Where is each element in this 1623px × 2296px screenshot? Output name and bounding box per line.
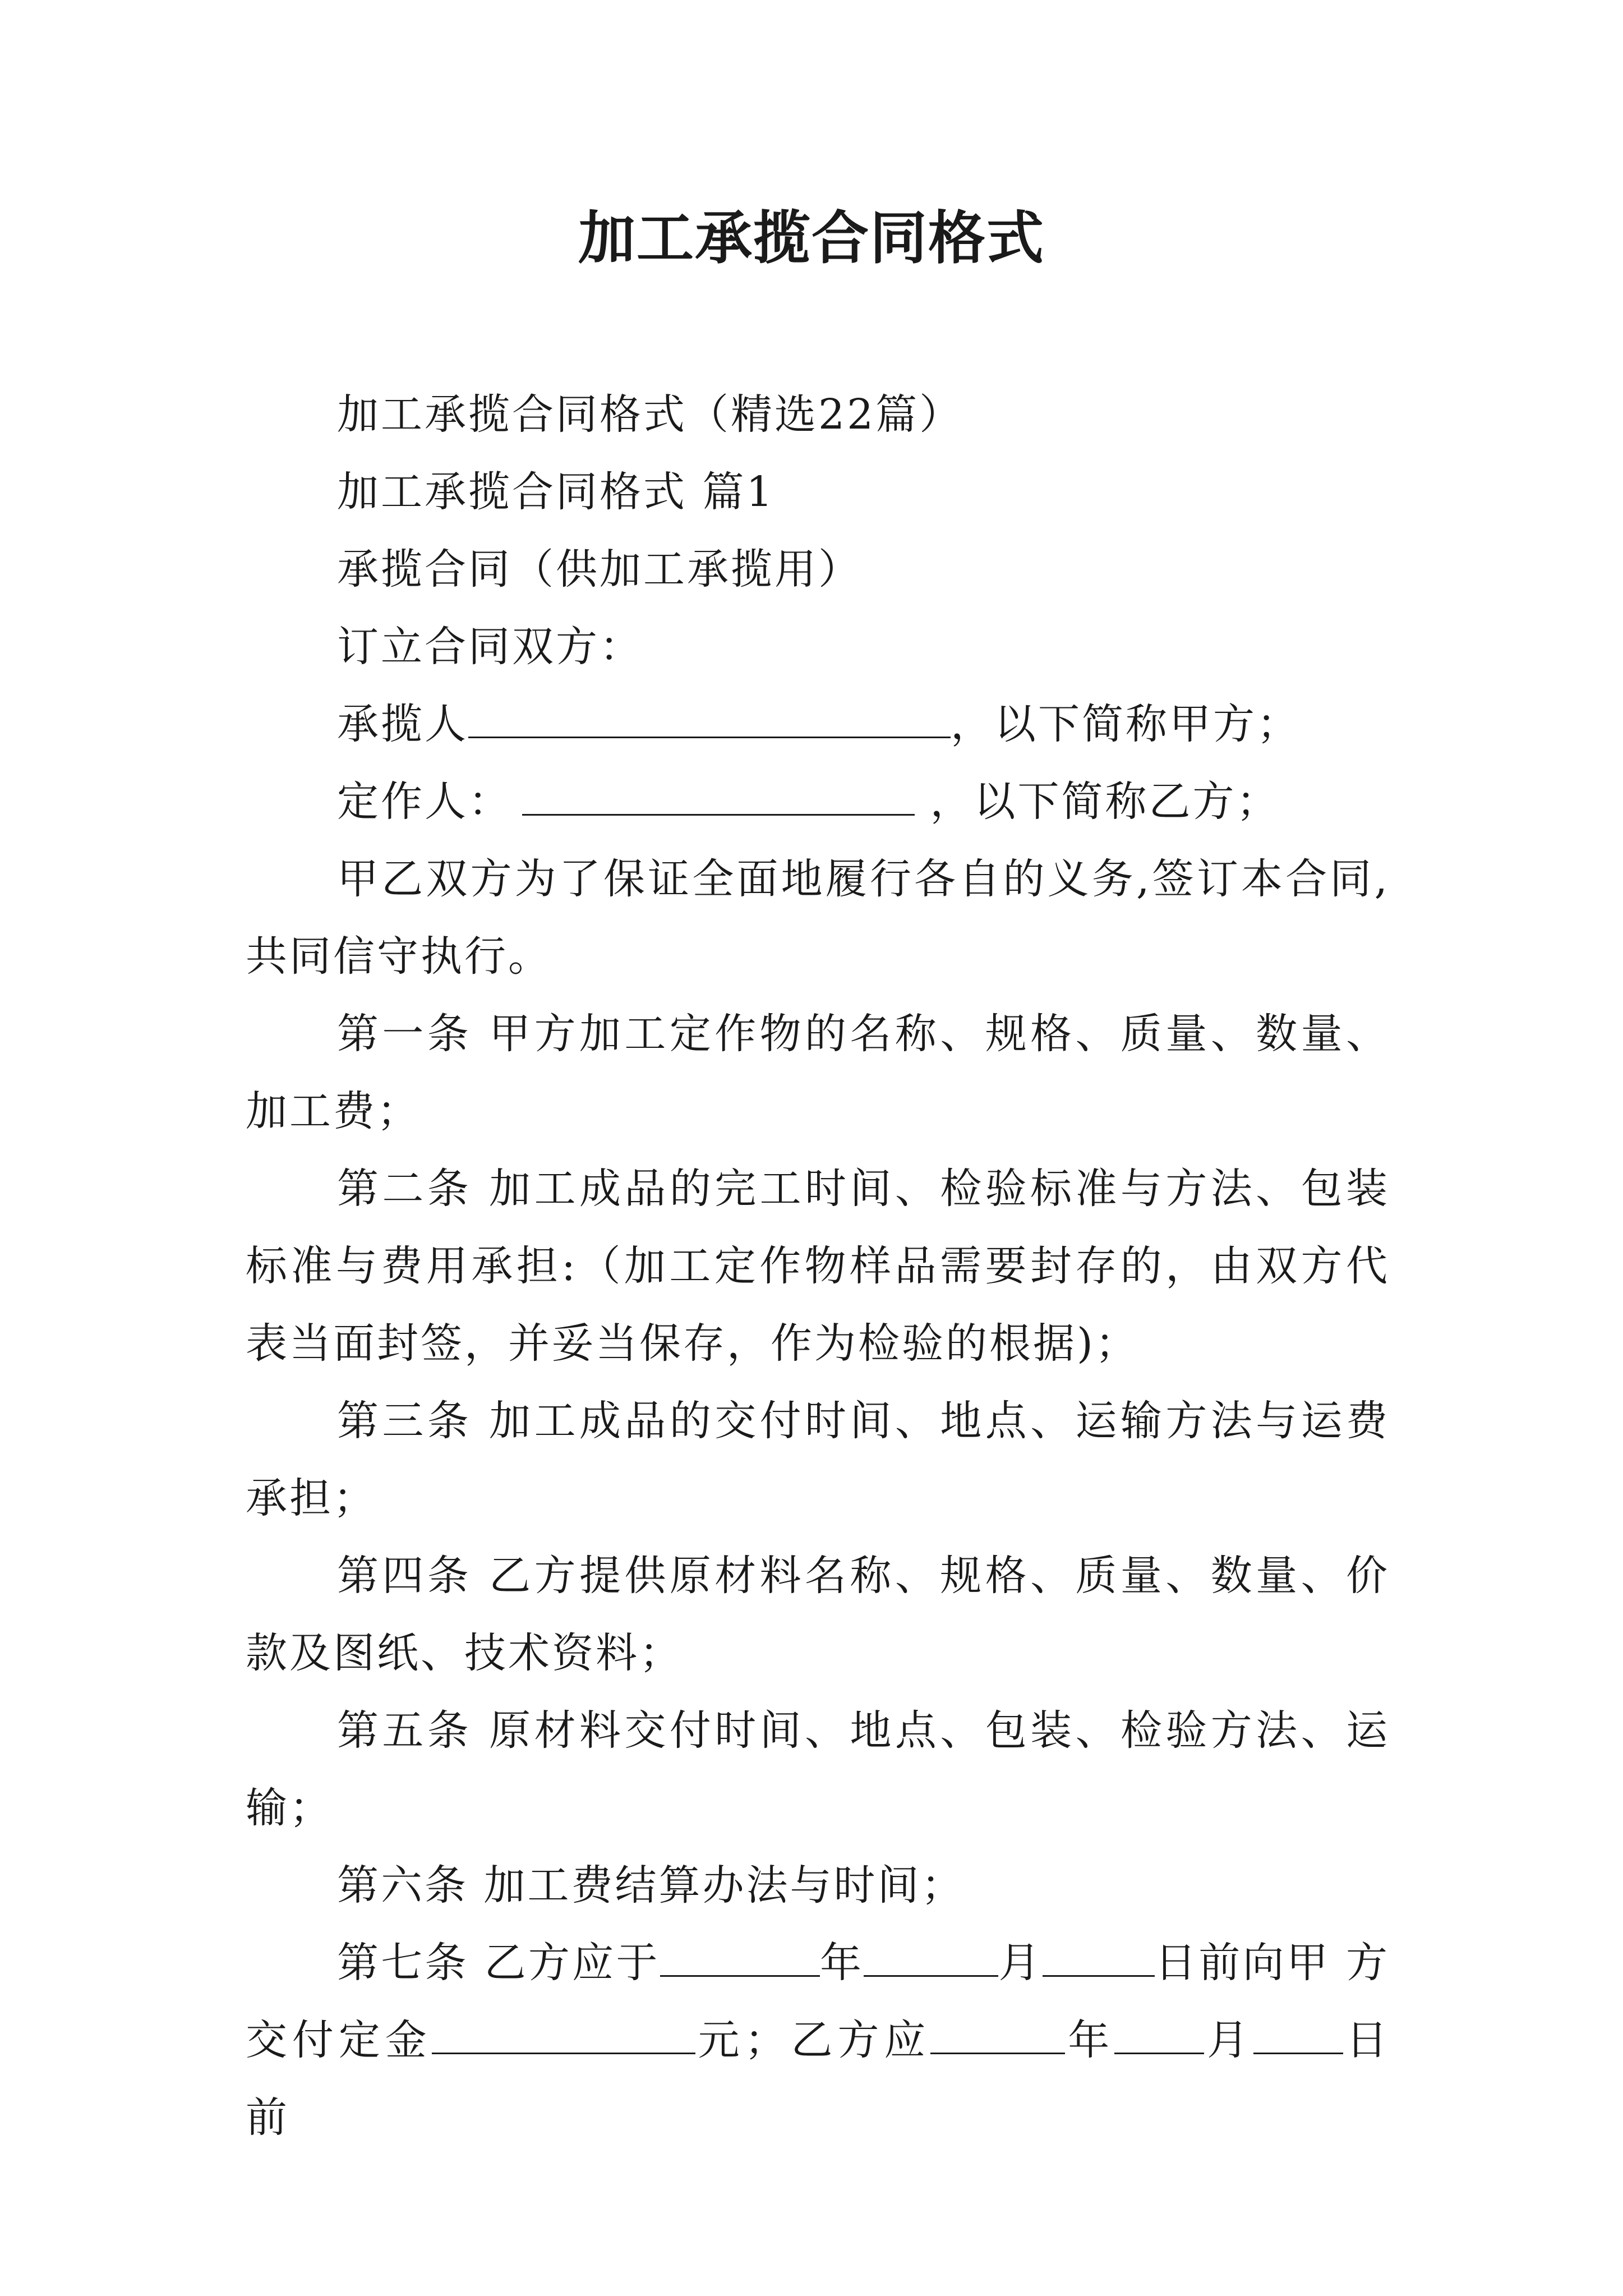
article-7-day-to-a: 日前向甲 方交付定金 [246, 1939, 1390, 2064]
document-title: 加工承揽合同格式 [578, 205, 1045, 272]
contractor-line [246, 685, 1390, 763]
payment-month-blank [1114, 2013, 1204, 2054]
contract-name: 承揽合同（供加工承揽用） [337, 545, 862, 593]
orderer-suffix: ，以下简称乙方； [915, 777, 1280, 826]
article-7-yuan: 元；乙方应 [695, 2016, 931, 2064]
parties-intro: 订立合同双方： [337, 623, 643, 671]
deposit-year-blank [660, 1936, 820, 1977]
article-4: 第四条 乙方提供原材料名称、规格、质量、数量、价款及图纸、技术资料； [246, 1552, 1390, 1677]
orderer-label: 定作人： [337, 777, 512, 826]
contractor-label: 承揽人 [337, 700, 468, 748]
article-7-month: 月 [998, 1939, 1043, 1987]
article-7-month2: 月 [1204, 2016, 1254, 2064]
section-heading: 加工承揽合同格式 篇1 [337, 468, 775, 516]
payment-day-blank [1253, 2013, 1343, 2054]
article-1: 第一条 甲方加工定作物的名称、规格、质量、数量、加工费； [246, 1010, 1390, 1135]
article-3: 第三条 加工成品的交付时间、地点、运输方法与运费承担； [246, 1397, 1390, 1522]
article-7-prefix: 第七条 乙方应于 [337, 1939, 660, 1987]
payment-year-blank [930, 2013, 1065, 2054]
deposit-day-blank [1043, 1936, 1155, 1977]
orderer-name-blank [522, 775, 915, 816]
article-7 [246, 1924, 1390, 2156]
deposit-month-blank [864, 1936, 998, 1977]
contractor-name-blank [468, 697, 951, 738]
document-subtitle: 加工承揽合同格式（精选22篇） [337, 390, 963, 439]
article-7-year: 年 [819, 1939, 864, 1987]
document-body [246, 376, 1390, 2156]
article-6: 第六条 加工费结算办法与时间； [337, 1861, 965, 1910]
article-5: 第五条 原材料交付时间、地点、包装、检验方法、运输； [246, 1706, 1390, 1832]
orderer-line [246, 763, 1390, 840]
article-7-year2: 年 [1065, 2016, 1115, 2064]
deposit-amount-blank [432, 2013, 695, 2054]
preamble: 甲乙双方为了保证全面地履行各自的义务,签订本合同,共同信守执行。 [246, 855, 1390, 981]
article-7-day-before: 日前 [246, 2016, 1390, 2142]
article-2: 第二条 加工成品的完工时间、检验标准与方法、包装标准与费用承担:（加工定作物样品需要封存的，由双方代表当面封签，并妥当保存，作为检验的根据)； [246, 1165, 1390, 1368]
contractor-suffix: ，以下简称甲方； [951, 700, 1301, 748]
